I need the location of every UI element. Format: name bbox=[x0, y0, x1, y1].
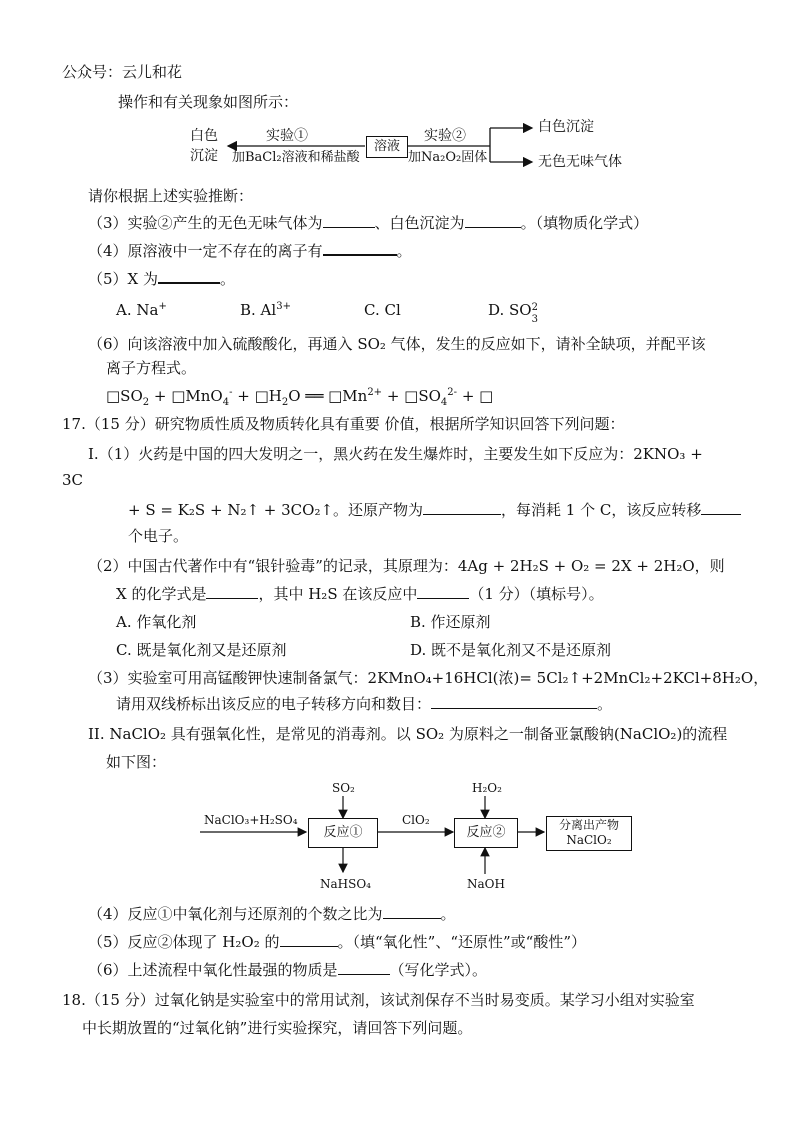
option-a: A. Na+ bbox=[116, 301, 167, 319]
exp2-label: 实验② bbox=[424, 128, 466, 144]
q16-intro: 操作和有关现象如图所示： bbox=[118, 93, 299, 111]
exp1-label: 实验① bbox=[266, 128, 308, 144]
q16-part5: （5）X 为 。 bbox=[88, 270, 236, 288]
q17-i3-line1: （3）实验室可用高锰酸钾快速制备氯气：2KMnO₄+16HCl(浓)= 5Cl₂↑+2MnCl₂+2KCl+8H₂O， bbox=[88, 669, 769, 687]
q16-part4: （4）原溶液中一定不存在的离子有 。 bbox=[88, 242, 412, 260]
exp2-reagent: 加Na₂O₂固体 bbox=[408, 150, 488, 165]
q17-ii4: （4）反应①中氧化剂与还原剂的个数之比为 。 bbox=[88, 905, 456, 923]
q17-ii6: （6）上述流程中氧化性最强的物质是 （写化学式）。 bbox=[88, 961, 488, 979]
q17-i1-line1b: 3C bbox=[62, 471, 84, 489]
q17-ii-line2: 如下图： bbox=[106, 753, 167, 771]
solution-box: 溶液 bbox=[366, 136, 408, 158]
exp1-reagent: 加BaCl₂溶液和稀盐酸 bbox=[232, 150, 360, 165]
left-product-1: 白色 bbox=[190, 128, 218, 144]
flow-naoh: NaOH bbox=[467, 877, 505, 891]
option-c: C. Cl bbox=[364, 301, 401, 319]
q17-i2-line1: （2）中国古代著作中有“银针验毒”的记录，其原理为：4Ag + 2H₂S + O₂ = 2X + 2H₂O，则 bbox=[88, 557, 725, 575]
q17-i1-line1: I.（1）火药是中国的四大发明之一，黑火药在发生爆炸时，主要发生如下反应为：2KNO₃ + bbox=[88, 445, 703, 463]
reaction-2-box: 反应② bbox=[454, 818, 518, 848]
q17-i2-option-c: C. 既是氧化剂又是还原剂 bbox=[116, 641, 287, 659]
flow-so2: SO₂ bbox=[332, 781, 355, 795]
q17-ii-line1: II. NaClO₂ 具有强氧化性，是常见的消毒剂。以 SO₂ 为原料之一制备亚氯酸钠(NaClO₂)的流程 bbox=[88, 725, 728, 743]
q16-part3: （3）实验②产生的无色无味气体为 、白色沉淀为 。（填物质化学式） bbox=[88, 214, 649, 232]
q17-i2-line2: X 的化学式是 ，其中 H₂S 在该反应中 （1 分）（填标号）。 bbox=[116, 585, 604, 603]
right-product-bottom: 无色无味气体 bbox=[538, 154, 622, 170]
left-product-2: 沉淀 bbox=[190, 148, 218, 164]
q17-i3-line2: 请用双线桥标出该反应的电子转移方向和数目： 。 bbox=[116, 695, 613, 713]
q16-part6-line1: （6）向该溶液中加入硫酸酸化，再通入 SO₂ 气体，发生的反应如下，请补全缺项，并配平该 bbox=[88, 335, 706, 353]
flow-h2o2: H₂O₂ bbox=[472, 781, 502, 795]
flow-input: NaClO₃+H₂SO₄ bbox=[204, 813, 298, 827]
q16-part6-line2: 离子方程式。 bbox=[106, 359, 197, 377]
q18-line2: 中长期放置的“过氧化钠”进行实验探究，请回答下列问题。 bbox=[82, 1019, 473, 1037]
q17-i1-line3: 个电子。 bbox=[128, 527, 189, 545]
q17-heading: 17.（15 分）研究物质性质及物质转化具有重要 价值，根据所学知识回答下列问题： bbox=[62, 415, 625, 433]
right-product-top: 白色沉淀 bbox=[538, 119, 594, 135]
flow-nahso4: NaHSO₄ bbox=[320, 877, 371, 891]
ionic-equation: $□SO_2$ + □MnO$_4$- + $□H_2O$ ══ $□Mn^{2+}$ + $□SO_4^{2-}$ + □ bbox=[106, 387, 494, 408]
option-b: B. $Al^{3+}$ bbox=[240, 301, 291, 319]
q17-i2-option-b: B. 作还原剂 bbox=[410, 613, 491, 631]
product-box: 分离出产物 NaClO₂ bbox=[546, 816, 632, 851]
option-d: D. SO 2 3 bbox=[488, 301, 538, 325]
q17-i1-line2: + S = K₂S + N₂↑ + 3CO₂↑。还原产物为 ，每消耗 1 个 C，该反应转移 bbox=[128, 500, 741, 520]
q17-i2-option-a: A. 作氧化剂 bbox=[116, 613, 197, 631]
reaction-1-box: 反应① bbox=[308, 818, 378, 848]
q17-ii5: （5）反应②体现了 H₂O₂ 的 。（填“氧化性”、“还原性”或“酸性”） bbox=[88, 933, 587, 951]
flow-clo2: ClO₂ bbox=[402, 813, 430, 827]
q18-line1: 18.（15 分）过氧化钠是实验室中的常用试剂，该试剂保存不当时易变质。某学习小组对实验室 bbox=[62, 991, 695, 1009]
q17-i2-option-d: D. 既不是氧化剂又不是还原剂 bbox=[410, 641, 612, 659]
q16-infer: 请你根据上述实验推断： bbox=[88, 187, 254, 205]
source-label: 公众号：云儿和花 bbox=[62, 63, 183, 81]
